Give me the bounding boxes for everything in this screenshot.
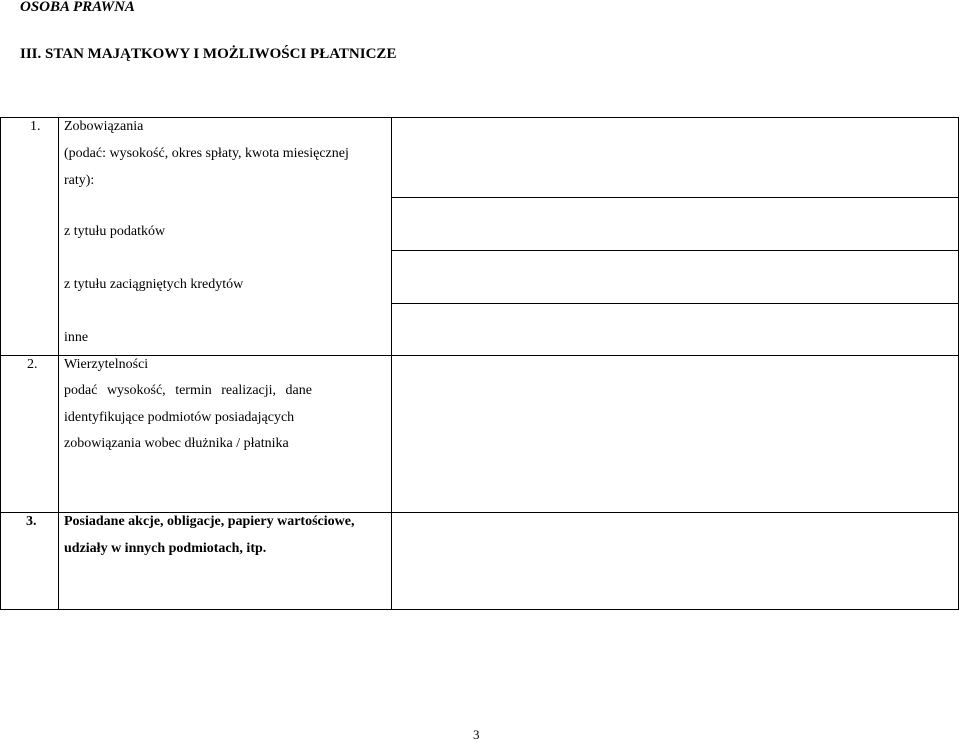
section2-number: 2. (27, 357, 38, 372)
row-label-taxes: z tytułu podatków (64, 224, 166, 239)
page-number: 3 (473, 727, 480, 742)
section-heading: III. STAN MAJĄTKOWY I MOŻLIWOŚCI PŁATNICZE (20, 46, 397, 62)
section2-description: zobowiązania wobec dłużnika / płatnika (64, 436, 289, 451)
section1-description: (podać: wysokość, okres spłaty, kwota miesięcznej (64, 146, 349, 161)
header-form-type: OSOBA PRAWNA (20, 0, 135, 15)
table-top-border (0, 117, 959, 118)
section2-description: podać wysokość, termin realizacji, dane (64, 383, 312, 398)
row-label-loans: z tytułu zaciągniętych kredytów (64, 277, 244, 292)
section2-title: Wierzytelności (64, 357, 149, 372)
row-divider (0, 355, 959, 356)
column-divider (391, 117, 392, 610)
column-divider (58, 117, 59, 610)
table-right-border (958, 117, 959, 610)
section1-number: 1. (30, 119, 41, 134)
row-label-other: inne (64, 330, 89, 345)
row-divider (391, 197, 959, 198)
section1-title: Zobowiązania (64, 119, 144, 134)
row-divider (391, 303, 959, 304)
section3-title: udziały w innych podmiotach, itp. (64, 541, 267, 556)
row-divider (0, 512, 959, 513)
table-bottom-border (0, 609, 959, 610)
section2-description: identyfikujące podmiotów posiadających (64, 410, 295, 425)
table-left-border (0, 117, 1, 610)
row-divider (391, 250, 959, 251)
section1-description: raty): (64, 173, 95, 188)
section3-title: Posiadane akcje, obligacje, papiery wartościowe, (64, 514, 355, 529)
section3-number: 3. (26, 514, 37, 529)
